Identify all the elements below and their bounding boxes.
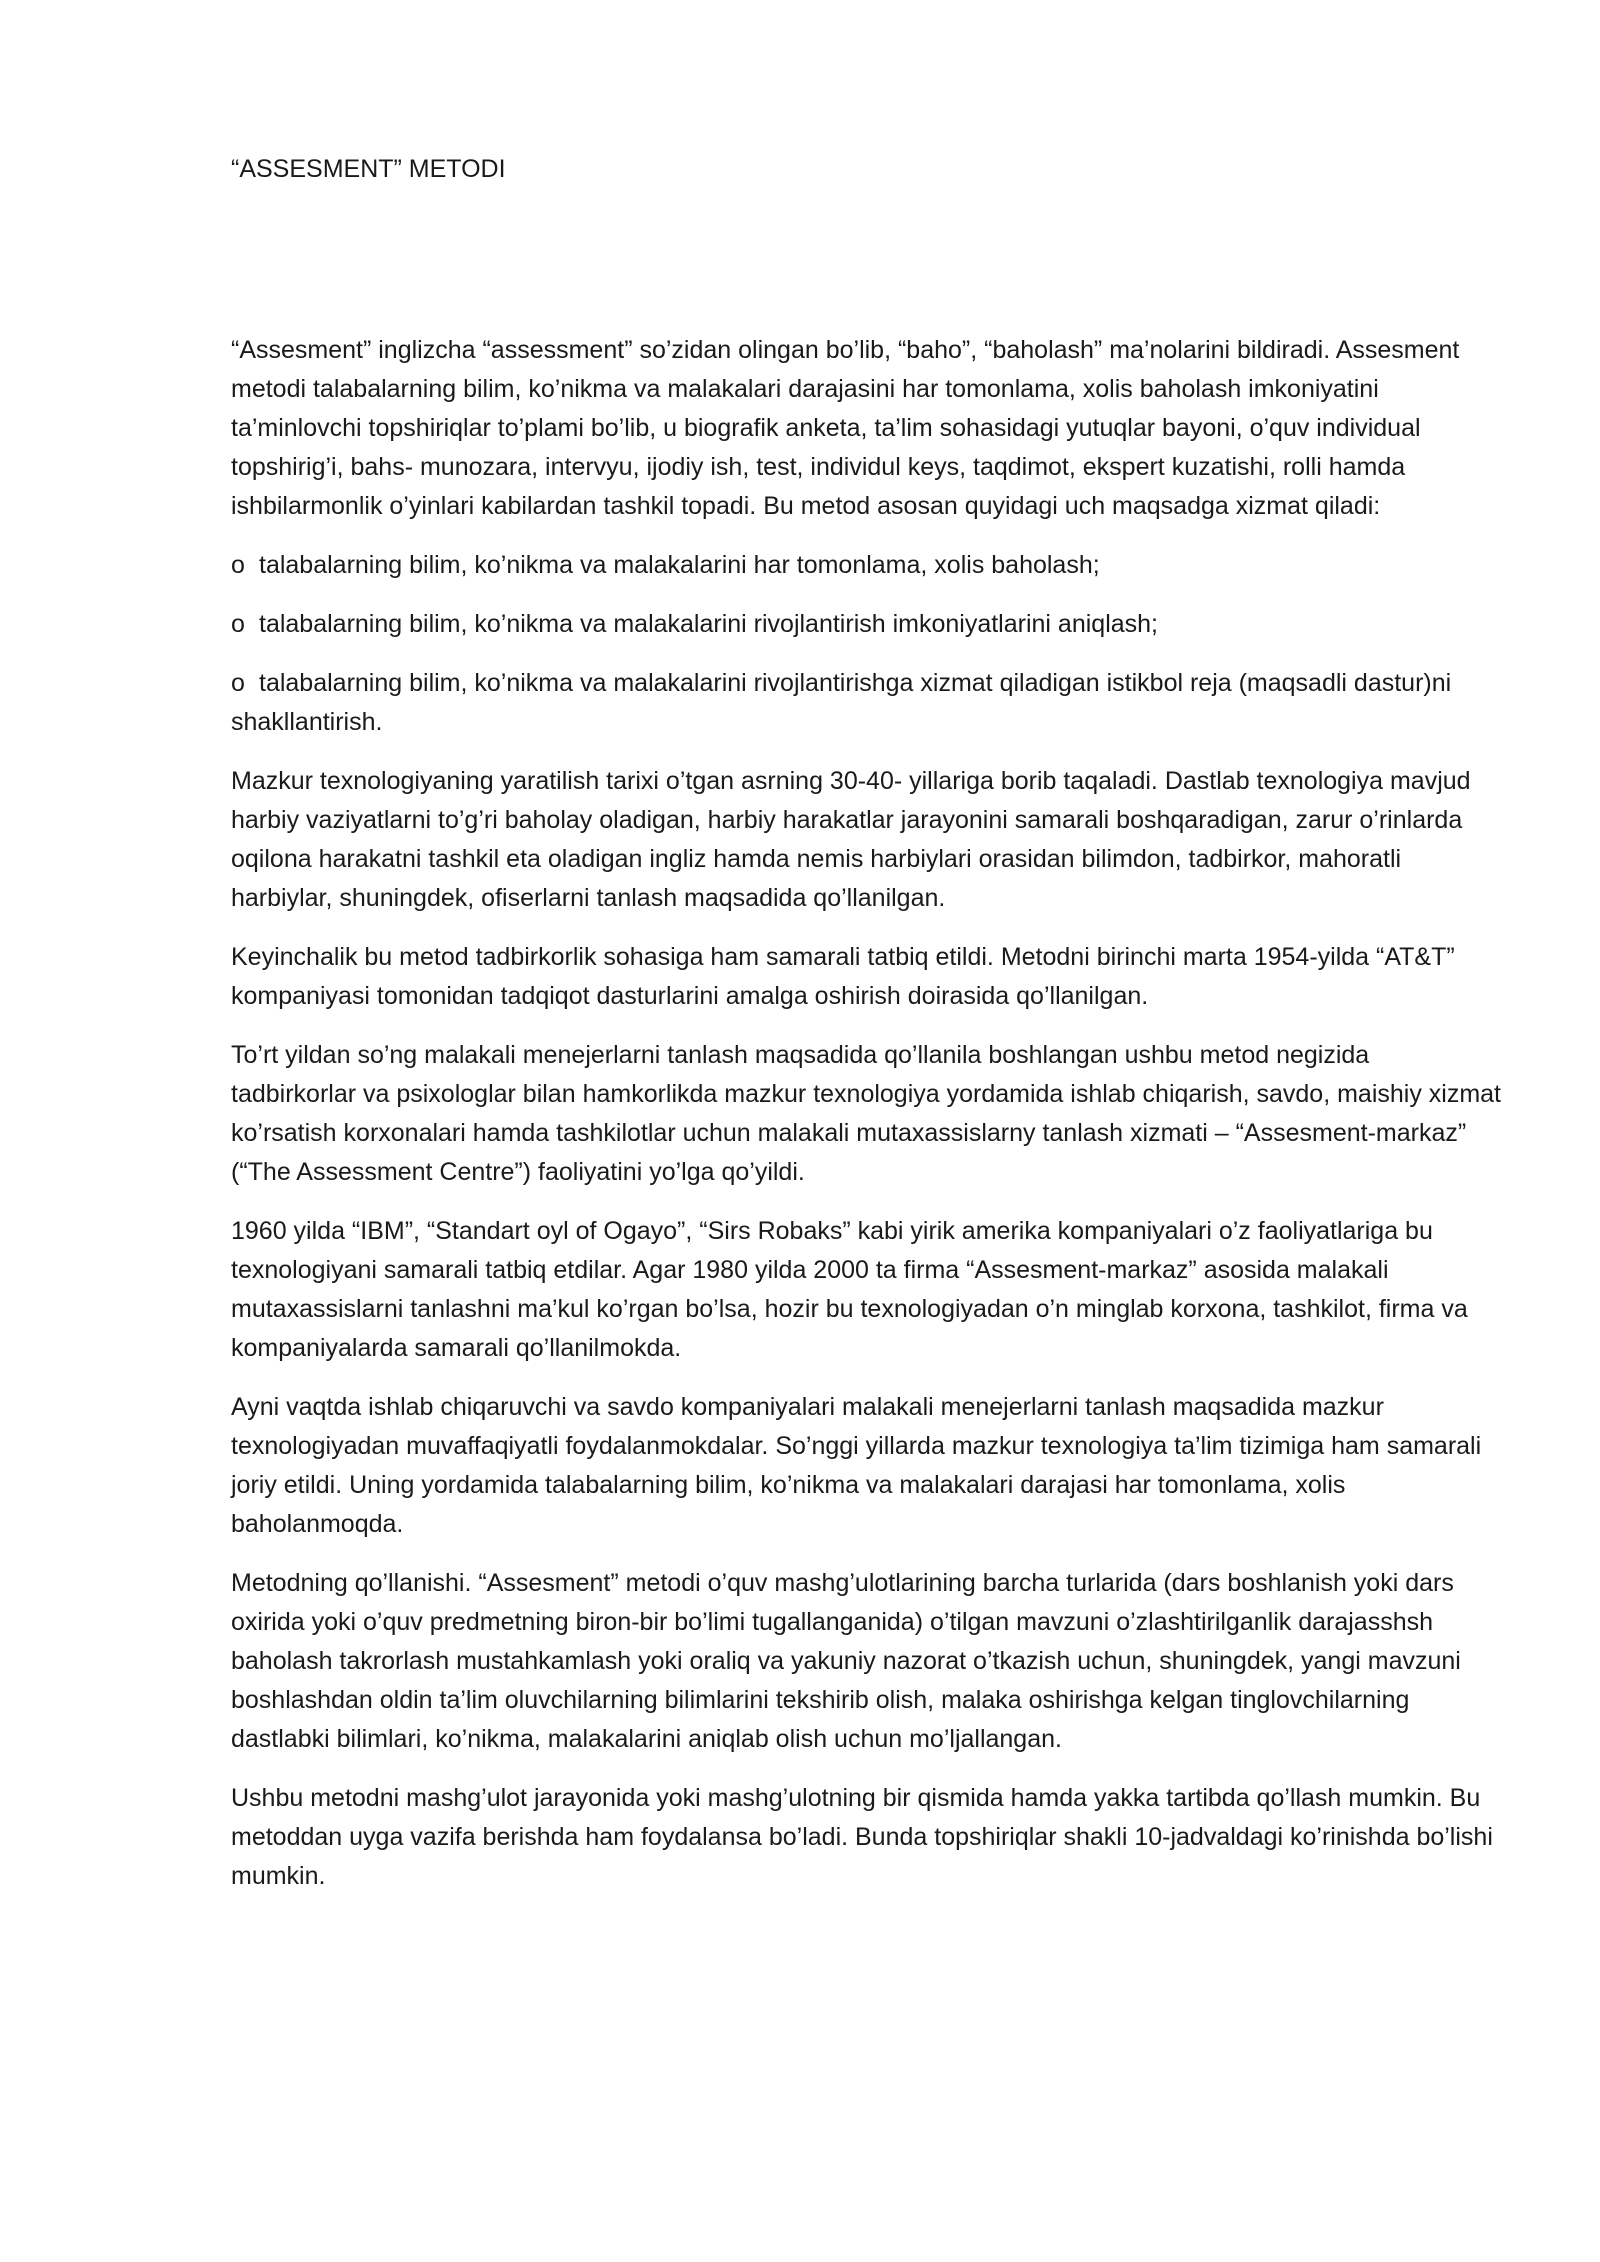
bullet-marker: o <box>231 610 245 638</box>
document-body <box>231 150 1501 1916</box>
bullet-item <box>231 546 1501 585</box>
business-paragraph: Keyinchalik bu metod tadbirkorlik sohasiga ham samarali tatbiq etildi. Metodni birinchi marta 1954-yilda “AT&T” kompaniyasi tomonidan tadqiqot dasturlarini amalga oshirish doirasida qo’llanilgan. <box>231 943 1455 1010</box>
education-paragraph: Ayni vaqtda ishlab chiqaruvchi va savdo kompaniyalari malakali menejerlarni tanlash maqsadida mazkur texnologiyadan muvaffaqiyatli foydalanmokdalar. So’nggi yillarda mazkur texnologiya ta’lim tizimiga ham samarali joriy etildi. Uning yordamida talabalarning bilim, ko’nikma va malakalari darajasi har tomonlama, xolis baholanmoqda. <box>231 1393 1482 1538</box>
usage-paragraph: Ushbu metodni mashg’ulot jarayonida yoki mashg’ulotning bir qismida hamda yakka tartibda qo’llash mumkin. Bu metoddan uyga vazifa berishda ham foydalansa bo’ladi. Bunda topshiriqlar shakli 10-jadvaldagi ko’rinishda bo’lishi mumkin. <box>231 1784 1493 1890</box>
history-paragraph: Mazkur texnologiyaning yaratilish tarixi o’tgan asrning 30-40- yillariga borib taqaladi. Dastlab texnologiya mavjud harbiy vaziyatlarni to’g’ri baholay oladigan, harbiy harakatlar jarayonini samarali boshqaradigan, zarur o’rinlarda oqilona harakatni tashkil eta oladigan ingliz hamda nemis harbiylari orasidan bilimdon, tadbirkor, mahoratli harbiylar, shuningdek, ofiserlarni tanlash maqsadida qo’llanilgan. <box>231 767 1471 912</box>
document-title: “ASSESMENT” METODI <box>231 155 506 183</box>
assessment-centre-paragraph: To’rt yildan so’ng malakali menejerlarni tanlash maqsadida qo’llanila boshlangan ushbu metod negizida tadbirkorlar va psixologlar bilan hamkorlikda mazkur texnologiya yordamida ishlab chiqarish, savdo, maishiy xizmat ko’rsatish korxonalari hamda tashkilotlar uchun malakali mutaxassislarny tanlash xizmati – “Assesment-markaz” (“The Assessment Centre”) faoliyatini yo’lga qo’yildi. <box>231 1041 1502 1186</box>
bullet-item <box>231 664 1501 742</box>
companies-paragraph: 1960 yilda “IBM”, “Standart oyl of Ogayo”, “Sirs Robaks” kabi yirik amerika kompaniyalari o’z faoliyatlariga bu texnologiyani samarali tatbiq etdilar. Agar 1980 yilda 2000 ta firma “Assesment-markaz” asosida malakali mutaxassislarni tanlashni ma’kul ko’rgan bo’lsa, hozir bu texnologiyadan o’n minglab korxona, tashkilot, firma va kompaniyalarda samarali qo’llanilmokda. <box>231 1217 1468 1362</box>
bullet-text: talabalarning bilim, ko’nikma va malakalarini rivojlantirish imkoniyatlarini aniqlash; <box>259 610 1158 638</box>
bullet-marker: o <box>231 669 245 697</box>
application-paragraph: Metodning qo’llanishi. “Assesment” metodi o’quv mashg’ulotlarining barcha turlarida (dars boshlanish yoki dars oxirida yoki o’quv predmetning biron-bir bo’limi tugallanganida) o’tilgan mavzuni o’zlashtirilganlik darajasshsh baholash takrorlash mustahkamlash yoki oraliq va yakuniy nazorat o’tkazish uchun, shuningdek, yangi mavzuni boshlashdan oldin ta’lim oluvchilarning bilimlarini tekshirib olish, malaka oshirishga kelgan tinglovchilarning dastlabki bilimlari, ko’nikma, malakalarini aniqlab olish uchun mo’ljallangan. <box>231 1569 1461 1753</box>
bullet-item <box>231 605 1501 644</box>
bullet-text: talabalarning bilim, ko’nikma va malakalarini har tomonlama, xolis baholash; <box>259 551 1100 579</box>
bullet-text: talabalarning bilim, ko’nikma va malakalarini rivojlantirishga xizmat qiladigan istikbol reja (maqsadli dastur)ni shakllantirish. <box>231 669 1452 736</box>
bullet-marker: o <box>231 551 245 579</box>
intro-paragraph: “Assesment” inglizcha “assessment” so’zidan olingan bo’lib, “baho”, “baholash” ma’nolarini bildiradi. Assesment metodi talabalarning bilim, ko’nikma va malakalari darajasini har tomonlama, xolis baholash imkoniyatini ta’minlovchi topshiriqlar to’plami bo’lib, u biografik anketa, ta’lim sohasidagi yutuqlar bayoni, o’quv individual topshirig’i, bahs- munozara, intervyu, ijodiy ish, test, individul keys, taqdimot, ekspert kuzatishi, rolli hamda ishbilarmonlik o’yinlari kabilardan tashkil topadi. Bu metod asosan quyidagi uch maqsadga xizmat qiladi: <box>231 336 1460 520</box>
